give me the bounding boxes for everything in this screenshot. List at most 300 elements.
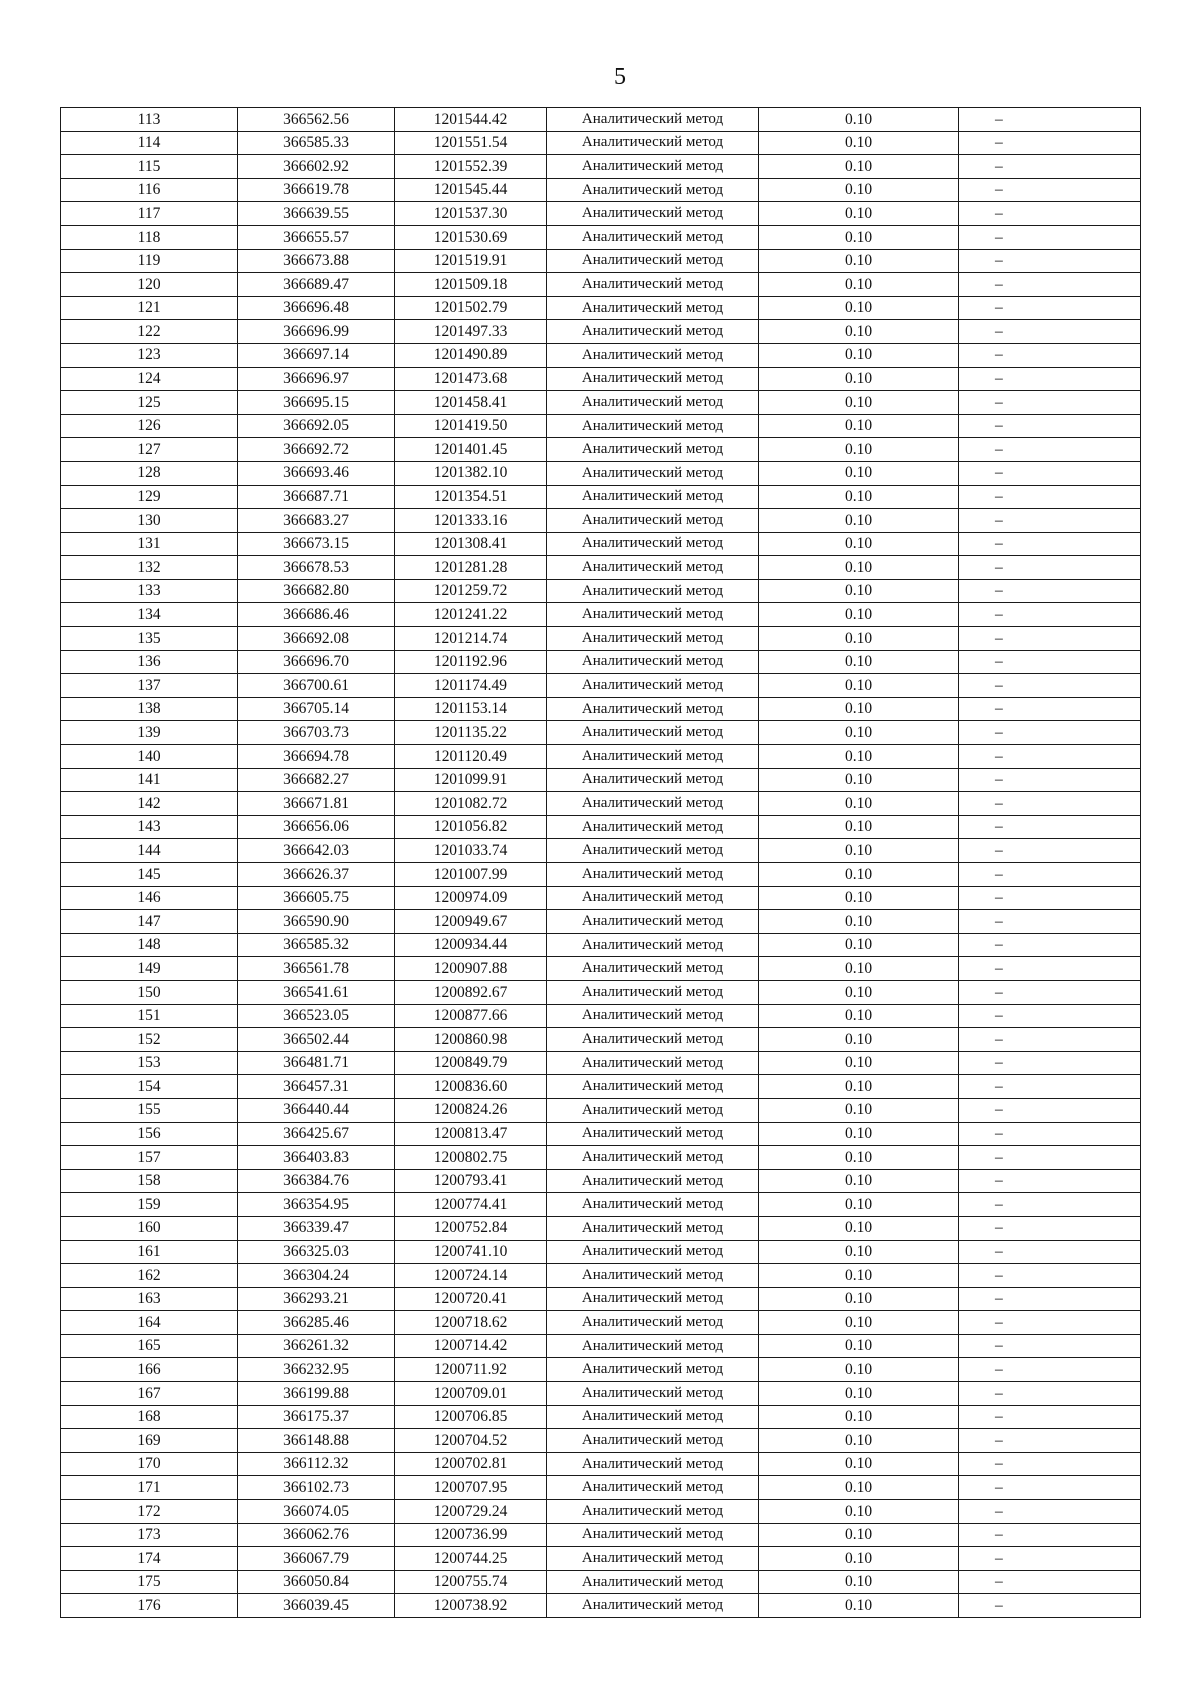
table-row (61, 225, 1141, 249)
accuracy-cell: 0.10 (759, 1146, 959, 1170)
table-row (61, 485, 1141, 509)
method-cell: Аналитический метод (547, 792, 759, 816)
x-coordinate-cell: 366682.80 (238, 579, 395, 603)
y-coordinate-cell: 1200744.25 (395, 1547, 547, 1571)
note-cell: – (959, 131, 1141, 155)
table-row (61, 1358, 1141, 1382)
accuracy-cell: 0.10 (759, 509, 959, 533)
table-row (61, 603, 1141, 627)
note-cell: – (959, 1382, 1141, 1406)
method-cell: Аналитический метод (547, 1216, 759, 1240)
point-number-cell: 146 (61, 886, 238, 910)
accuracy-cell: 0.10 (759, 1098, 959, 1122)
x-coordinate-cell: 366626.37 (238, 863, 395, 887)
y-coordinate-cell: 1200729.24 (395, 1500, 547, 1524)
note-cell: – (959, 815, 1141, 839)
table-row (61, 1051, 1141, 1075)
y-coordinate-cell: 1201192.96 (395, 650, 547, 674)
table-row (61, 461, 1141, 485)
method-cell: Аналитический метод (547, 1594, 759, 1618)
accuracy-cell: 0.10 (759, 1240, 959, 1264)
note-cell: – (959, 674, 1141, 698)
note-cell: – (959, 1429, 1141, 1453)
x-coordinate-cell: 366039.45 (238, 1594, 395, 1618)
y-coordinate-cell: 1201551.54 (395, 131, 547, 155)
table-row (61, 296, 1141, 320)
x-coordinate-cell: 366304.24 (238, 1264, 395, 1288)
y-coordinate-cell: 1200724.14 (395, 1264, 547, 1288)
method-cell: Аналитический метод (547, 745, 759, 769)
table-row (61, 532, 1141, 556)
y-coordinate-cell: 1200706.85 (395, 1405, 547, 1429)
point-number-cell: 113 (61, 108, 238, 132)
point-number-cell: 150 (61, 980, 238, 1004)
method-cell: Аналитический метод (547, 579, 759, 603)
note-cell: – (959, 1122, 1141, 1146)
method-cell: Аналитический метод (547, 108, 759, 132)
note-cell: – (959, 1476, 1141, 1500)
note-cell: – (959, 461, 1141, 485)
table-row (61, 343, 1141, 367)
table-row (61, 1287, 1141, 1311)
table-row (61, 1429, 1141, 1453)
x-coordinate-cell: 366683.27 (238, 509, 395, 533)
accuracy-cell: 0.10 (759, 131, 959, 155)
method-cell: Аналитический метод (547, 178, 759, 202)
accuracy-cell: 0.10 (759, 1523, 959, 1547)
y-coordinate-cell: 1201519.91 (395, 249, 547, 273)
accuracy-cell: 0.10 (759, 980, 959, 1004)
x-coordinate-cell: 366457.31 (238, 1075, 395, 1099)
note-cell: – (959, 391, 1141, 415)
method-cell: Аналитический метод (547, 1051, 759, 1075)
accuracy-cell: 0.10 (759, 768, 959, 792)
point-number-cell: 157 (61, 1146, 238, 1170)
accuracy-cell: 0.10 (759, 108, 959, 132)
table-row (61, 579, 1141, 603)
note-cell: – (959, 556, 1141, 580)
method-cell: Аналитический метод (547, 1004, 759, 1028)
note-cell: – (959, 1523, 1141, 1547)
x-coordinate-cell: 366692.05 (238, 414, 395, 438)
method-cell: Аналитический метод (547, 461, 759, 485)
accuracy-cell: 0.10 (759, 155, 959, 179)
y-coordinate-cell: 1201259.72 (395, 579, 547, 603)
table-row (61, 1122, 1141, 1146)
y-coordinate-cell: 1201174.49 (395, 674, 547, 698)
y-coordinate-cell: 1200892.67 (395, 980, 547, 1004)
point-number-cell: 164 (61, 1311, 238, 1335)
point-number-cell: 175 (61, 1570, 238, 1594)
table-row (61, 1098, 1141, 1122)
note-cell: – (959, 603, 1141, 627)
accuracy-cell: 0.10 (759, 933, 959, 957)
accuracy-cell: 0.10 (759, 1358, 959, 1382)
method-cell: Аналитический метод (547, 839, 759, 863)
point-number-cell: 172 (61, 1500, 238, 1524)
method-cell: Аналитический метод (547, 131, 759, 155)
x-coordinate-cell: 366403.83 (238, 1146, 395, 1170)
x-coordinate-cell: 366148.88 (238, 1429, 395, 1453)
table-row (61, 1028, 1141, 1052)
x-coordinate-cell: 366642.03 (238, 839, 395, 863)
method-cell: Аналитический метод (547, 1570, 759, 1594)
y-coordinate-cell: 1200718.62 (395, 1311, 547, 1335)
x-coordinate-cell: 366050.84 (238, 1570, 395, 1594)
y-coordinate-cell: 1201241.22 (395, 603, 547, 627)
table-row (61, 792, 1141, 816)
point-number-cell: 122 (61, 320, 238, 344)
note-cell: – (959, 249, 1141, 273)
x-coordinate-cell: 366705.14 (238, 697, 395, 721)
table-row (61, 1264, 1141, 1288)
x-coordinate-cell: 366112.32 (238, 1452, 395, 1476)
table-row (61, 273, 1141, 297)
note-cell: – (959, 178, 1141, 202)
x-coordinate-cell: 366425.67 (238, 1122, 395, 1146)
method-cell: Аналитический метод (547, 1122, 759, 1146)
note-cell: – (959, 745, 1141, 769)
point-number-cell: 136 (61, 650, 238, 674)
method-cell: Аналитический метод (547, 768, 759, 792)
point-number-cell: 135 (61, 627, 238, 651)
accuracy-cell: 0.10 (759, 745, 959, 769)
accuracy-cell: 0.10 (759, 650, 959, 674)
y-coordinate-cell: 1201419.50 (395, 414, 547, 438)
note-cell: – (959, 1146, 1141, 1170)
accuracy-cell: 0.10 (759, 1122, 959, 1146)
y-coordinate-cell: 1201537.30 (395, 202, 547, 226)
note-cell: – (959, 1098, 1141, 1122)
method-cell: Аналитический метод (547, 1287, 759, 1311)
y-coordinate-cell: 1201153.14 (395, 697, 547, 721)
method-cell: Аналитический метод (547, 863, 759, 887)
point-number-cell: 147 (61, 910, 238, 934)
x-coordinate-cell: 366339.47 (238, 1216, 395, 1240)
table-row (61, 391, 1141, 415)
point-number-cell: 141 (61, 768, 238, 792)
accuracy-cell: 0.10 (759, 296, 959, 320)
table-row (61, 1547, 1141, 1571)
x-coordinate-cell: 366639.55 (238, 202, 395, 226)
table-row (61, 556, 1141, 580)
point-number-cell: 128 (61, 461, 238, 485)
method-cell: Аналитический метод (547, 1523, 759, 1547)
y-coordinate-cell: 1200714.42 (395, 1334, 547, 1358)
y-coordinate-cell: 1200934.44 (395, 933, 547, 957)
point-number-cell: 121 (61, 296, 238, 320)
note-cell: – (959, 1570, 1141, 1594)
table-row (61, 768, 1141, 792)
method-cell: Аналитический метод (547, 485, 759, 509)
table-row (61, 131, 1141, 155)
accuracy-cell: 0.10 (759, 1028, 959, 1052)
accuracy-cell: 0.10 (759, 1547, 959, 1571)
method-cell: Аналитический метод (547, 603, 759, 627)
table-row (61, 1476, 1141, 1500)
note-cell: – (959, 933, 1141, 957)
accuracy-cell: 0.10 (759, 1334, 959, 1358)
method-cell: Аналитический метод (547, 933, 759, 957)
point-number-cell: 149 (61, 957, 238, 981)
accuracy-cell: 0.10 (759, 178, 959, 202)
method-cell: Аналитический метод (547, 249, 759, 273)
point-number-cell: 152 (61, 1028, 238, 1052)
y-coordinate-cell: 1200802.75 (395, 1146, 547, 1170)
x-coordinate-cell: 366074.05 (238, 1500, 395, 1524)
y-coordinate-cell: 1201401.45 (395, 438, 547, 462)
method-cell: Аналитический метод (547, 1452, 759, 1476)
x-coordinate-cell: 366102.73 (238, 1476, 395, 1500)
accuracy-cell: 0.10 (759, 414, 959, 438)
accuracy-cell: 0.10 (759, 461, 959, 485)
note-cell: – (959, 296, 1141, 320)
table-row (61, 367, 1141, 391)
note-cell: – (959, 155, 1141, 179)
method-cell: Аналитический метод (547, 1146, 759, 1170)
note-cell: – (959, 1264, 1141, 1288)
note-cell: – (959, 1004, 1141, 1028)
y-coordinate-cell: 1200824.26 (395, 1098, 547, 1122)
method-cell: Аналитический метод (547, 980, 759, 1004)
note-cell: – (959, 1051, 1141, 1075)
table-row (61, 1146, 1141, 1170)
point-number-cell: 117 (61, 202, 238, 226)
point-number-cell: 139 (61, 721, 238, 745)
point-number-cell: 148 (61, 933, 238, 957)
note-cell: – (959, 202, 1141, 226)
table-row (61, 1334, 1141, 1358)
point-number-cell: 153 (61, 1051, 238, 1075)
method-cell: Аналитический метод (547, 1169, 759, 1193)
accuracy-cell: 0.10 (759, 1216, 959, 1240)
table-row (61, 1452, 1141, 1476)
table-row (61, 1382, 1141, 1406)
point-number-cell: 161 (61, 1240, 238, 1264)
accuracy-cell: 0.10 (759, 1500, 959, 1524)
accuracy-cell: 0.10 (759, 1405, 959, 1429)
accuracy-cell: 0.10 (759, 1429, 959, 1453)
x-coordinate-cell: 366696.99 (238, 320, 395, 344)
accuracy-cell: 0.10 (759, 910, 959, 934)
y-coordinate-cell: 1200860.98 (395, 1028, 547, 1052)
method-cell: Аналитический метод (547, 815, 759, 839)
accuracy-cell: 0.10 (759, 1193, 959, 1217)
note-cell: – (959, 697, 1141, 721)
table-row (61, 627, 1141, 651)
y-coordinate-cell: 1200877.66 (395, 1004, 547, 1028)
point-number-cell: 174 (61, 1547, 238, 1571)
point-number-cell: 176 (61, 1594, 238, 1618)
method-cell: Аналитический метод (547, 556, 759, 580)
point-number-cell: 140 (61, 745, 238, 769)
method-cell: Аналитический метод (547, 1098, 759, 1122)
point-number-cell: 154 (61, 1075, 238, 1099)
y-coordinate-cell: 1200711.92 (395, 1358, 547, 1382)
point-number-cell: 130 (61, 509, 238, 533)
note-cell: – (959, 367, 1141, 391)
point-number-cell: 127 (61, 438, 238, 462)
point-number-cell: 118 (61, 225, 238, 249)
y-coordinate-cell: 1201502.79 (395, 296, 547, 320)
accuracy-cell: 0.10 (759, 367, 959, 391)
method-cell: Аналитический метод (547, 1429, 759, 1453)
table-row (61, 414, 1141, 438)
y-coordinate-cell: 1201056.82 (395, 815, 547, 839)
note-cell: – (959, 863, 1141, 887)
accuracy-cell: 0.10 (759, 957, 959, 981)
table-row (61, 721, 1141, 745)
accuracy-cell: 0.10 (759, 273, 959, 297)
y-coordinate-cell: 1201007.99 (395, 863, 547, 887)
method-cell: Аналитический метод (547, 414, 759, 438)
method-cell: Аналитический метод (547, 1075, 759, 1099)
y-coordinate-cell: 1200813.47 (395, 1122, 547, 1146)
point-number-cell: 159 (61, 1193, 238, 1217)
y-coordinate-cell: 1201082.72 (395, 792, 547, 816)
method-cell: Аналитический метод (547, 1334, 759, 1358)
accuracy-cell: 0.10 (759, 674, 959, 698)
table-row (61, 697, 1141, 721)
table-row (61, 509, 1141, 533)
y-coordinate-cell: 1200949.67 (395, 910, 547, 934)
method-cell: Аналитический метод (547, 1500, 759, 1524)
note-cell: – (959, 579, 1141, 603)
y-coordinate-cell: 1201033.74 (395, 839, 547, 863)
point-number-cell: 163 (61, 1287, 238, 1311)
x-coordinate-cell: 366692.72 (238, 438, 395, 462)
accuracy-cell: 0.10 (759, 1594, 959, 1618)
accuracy-cell: 0.10 (759, 627, 959, 651)
y-coordinate-cell: 1201281.28 (395, 556, 547, 580)
x-coordinate-cell: 366175.37 (238, 1405, 395, 1429)
page-number: 5 (614, 64, 626, 90)
table-row (61, 1311, 1141, 1335)
table-row (61, 1500, 1141, 1524)
x-coordinate-cell: 366695.15 (238, 391, 395, 415)
accuracy-cell: 0.10 (759, 792, 959, 816)
x-coordinate-cell: 366541.61 (238, 980, 395, 1004)
note-cell: – (959, 273, 1141, 297)
point-number-cell: 138 (61, 697, 238, 721)
y-coordinate-cell: 1201545.44 (395, 178, 547, 202)
x-coordinate-cell: 366523.05 (238, 1004, 395, 1028)
x-coordinate-cell: 366693.46 (238, 461, 395, 485)
note-cell: – (959, 532, 1141, 556)
x-coordinate-cell: 366481.71 (238, 1051, 395, 1075)
y-coordinate-cell: 1200702.81 (395, 1452, 547, 1476)
point-number-cell: 137 (61, 674, 238, 698)
y-coordinate-cell: 1201354.51 (395, 485, 547, 509)
method-cell: Аналитический метод (547, 296, 759, 320)
method-cell: Аналитический метод (547, 438, 759, 462)
method-cell: Аналитический метод (547, 532, 759, 556)
table-row (61, 1169, 1141, 1193)
accuracy-cell: 0.10 (759, 1570, 959, 1594)
y-coordinate-cell: 1200907.88 (395, 957, 547, 981)
accuracy-cell: 0.10 (759, 863, 959, 887)
y-coordinate-cell: 1201333.16 (395, 509, 547, 533)
method-cell: Аналитический метод (547, 697, 759, 721)
y-coordinate-cell: 1200793.41 (395, 1169, 547, 1193)
point-number-cell: 158 (61, 1169, 238, 1193)
table-row (61, 438, 1141, 462)
method-cell: Аналитический метод (547, 343, 759, 367)
y-coordinate-cell: 1201214.74 (395, 627, 547, 651)
note-cell: – (959, 910, 1141, 934)
note-cell: – (959, 1193, 1141, 1217)
point-number-cell: 166 (61, 1358, 238, 1382)
note-cell: – (959, 1311, 1141, 1335)
method-cell: Аналитический метод (547, 1311, 759, 1335)
note-cell: – (959, 980, 1141, 1004)
note-cell: – (959, 1452, 1141, 1476)
x-coordinate-cell: 366689.47 (238, 273, 395, 297)
x-coordinate-cell: 366686.46 (238, 603, 395, 627)
x-coordinate-cell: 366232.95 (238, 1358, 395, 1382)
accuracy-cell: 0.10 (759, 603, 959, 627)
note-cell: – (959, 225, 1141, 249)
note-cell: – (959, 886, 1141, 910)
table-row (61, 839, 1141, 863)
accuracy-cell: 0.10 (759, 1476, 959, 1500)
point-number-cell: 167 (61, 1382, 238, 1406)
x-coordinate-cell: 366703.73 (238, 721, 395, 745)
point-number-cell: 156 (61, 1122, 238, 1146)
point-number-cell: 162 (61, 1264, 238, 1288)
note-cell: – (959, 1547, 1141, 1571)
table-row (61, 1570, 1141, 1594)
x-coordinate-cell: 366602.92 (238, 155, 395, 179)
method-cell: Аналитический метод (547, 674, 759, 698)
y-coordinate-cell: 1200738.92 (395, 1594, 547, 1618)
table-row (61, 1193, 1141, 1217)
method-cell: Аналитический метод (547, 1028, 759, 1052)
note-cell: – (959, 792, 1141, 816)
note-cell: – (959, 1405, 1141, 1429)
note-cell: – (959, 414, 1141, 438)
table-row (61, 108, 1141, 132)
accuracy-cell: 0.10 (759, 249, 959, 273)
table-row (61, 980, 1141, 1004)
method-cell: Аналитический метод (547, 627, 759, 651)
point-number-cell: 168 (61, 1405, 238, 1429)
table-row (61, 674, 1141, 698)
x-coordinate-cell: 366440.44 (238, 1098, 395, 1122)
point-number-cell: 134 (61, 603, 238, 627)
x-coordinate-cell: 366199.88 (238, 1382, 395, 1406)
coordinates-table-body (61, 108, 1141, 1618)
x-coordinate-cell: 366673.88 (238, 249, 395, 273)
point-number-cell: 123 (61, 343, 238, 367)
accuracy-cell: 0.10 (759, 721, 959, 745)
point-number-cell: 151 (61, 1004, 238, 1028)
accuracy-cell: 0.10 (759, 1287, 959, 1311)
method-cell: Аналитический метод (547, 155, 759, 179)
point-number-cell: 155 (61, 1098, 238, 1122)
note-cell: – (959, 108, 1141, 132)
method-cell: Аналитический метод (547, 367, 759, 391)
y-coordinate-cell: 1201509.18 (395, 273, 547, 297)
method-cell: Аналитический метод (547, 1476, 759, 1500)
accuracy-cell: 0.10 (759, 1075, 959, 1099)
table-row (61, 815, 1141, 839)
accuracy-cell: 0.10 (759, 343, 959, 367)
note-cell: – (959, 1075, 1141, 1099)
note-cell: – (959, 1334, 1141, 1358)
accuracy-cell: 0.10 (759, 1169, 959, 1193)
point-number-cell: 145 (61, 863, 238, 887)
